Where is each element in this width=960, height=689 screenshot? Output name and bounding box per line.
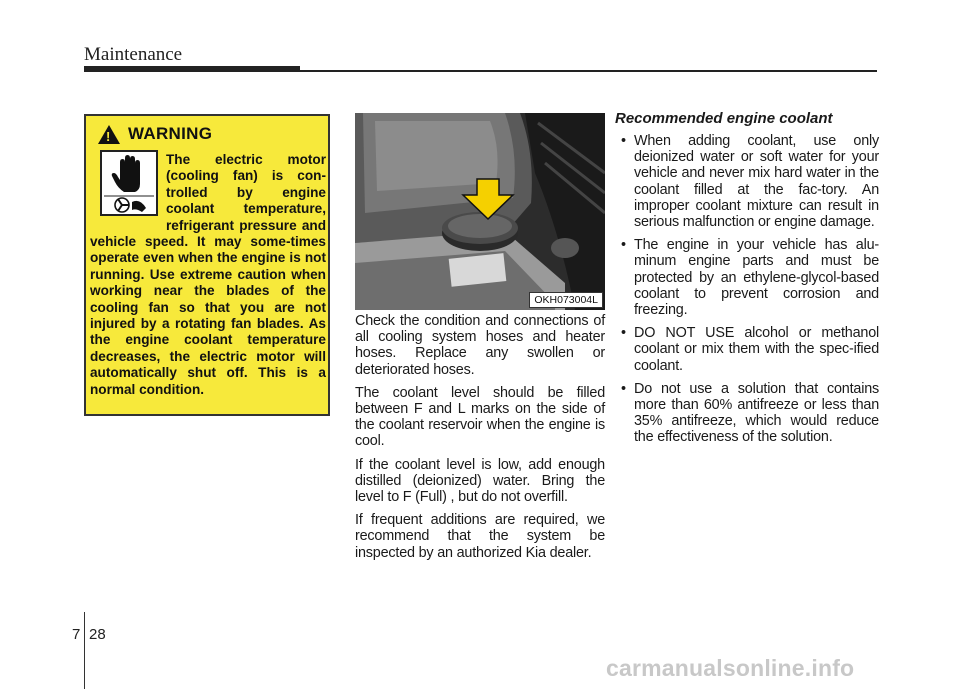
- paragraph: If frequent additions are required, we recommend that the system be inspected by an authorized Kia dealer.: [355, 512, 605, 561]
- warning-header: [98, 122, 212, 146]
- list-item: • Do not use a solution that contains more than 60% antifreeze or less than 35% antifreeze, which would reduce the effectiveness of the solution.: [615, 381, 879, 446]
- page-number: 28: [89, 626, 106, 643]
- folio-rule: [84, 612, 85, 689]
- watermark: carmanualsonline.info: [606, 655, 855, 681]
- list-item: • DO NOT USE alcohol or methanol coolant or mix them with the spec-ified coolant.: [615, 325, 879, 374]
- paragraph: The coolant level should be filled between F and L marks on the side of the coolant reservoir when the engine is cool.: [355, 384, 605, 450]
- warning-title: WARNING: [128, 124, 213, 143]
- list-item: • The engine in your vehicle has alu-minum engine parts and must be protected by an ethylene-glycol-based coolant to prevent corrosion and freezing.: [615, 237, 879, 318]
- photo-code: OKH073004L: [529, 292, 603, 308]
- paragraph: If the coolant level is low, add enough distilled (deionized) water. Bring the level to F (Full) , but do not overfill.: [355, 456, 605, 506]
- header-bar: [84, 66, 300, 72]
- list-item: • When adding coolant, use only deionized water or soft water for your vehicle and never mix hard water in the coolant filled at the fac-tory. An improper coolant mixture can result in serious malfunction or engine damage.: [615, 133, 879, 230]
- coolant-check-text: [355, 313, 605, 568]
- recommended-coolant-section: [615, 110, 879, 453]
- section-heading: Recommended engine coolant: [615, 110, 833, 127]
- warning-triangle-icon: [98, 125, 120, 144]
- section-title: Maintenance: [84, 44, 183, 65]
- coolant-reservoir-photo: [355, 113, 605, 310]
- chapter-number: 7: [72, 626, 81, 643]
- warning-box: [84, 114, 330, 416]
- bullet-list: [615, 133, 879, 446]
- warning-text: The electric motor (cooling fan) is con-trolled by engine coolant temperature, refrigerant pressure and vehicle speed. It may some-times operate even when the engine is not running. Use extreme caution when working near the blades of the cooling fan so that you are not injured by a rotating fan blades. As the engine coolant temperature decreases, the electric motor will automatically shut off. This is a normal condition.: [90, 152, 326, 397]
- paragraph: Check the condition and connections of all cooling system hoses and heater hoses. Replace any swollen or deteriorated hoses.: [355, 313, 605, 378]
- header-rule: [300, 70, 877, 72]
